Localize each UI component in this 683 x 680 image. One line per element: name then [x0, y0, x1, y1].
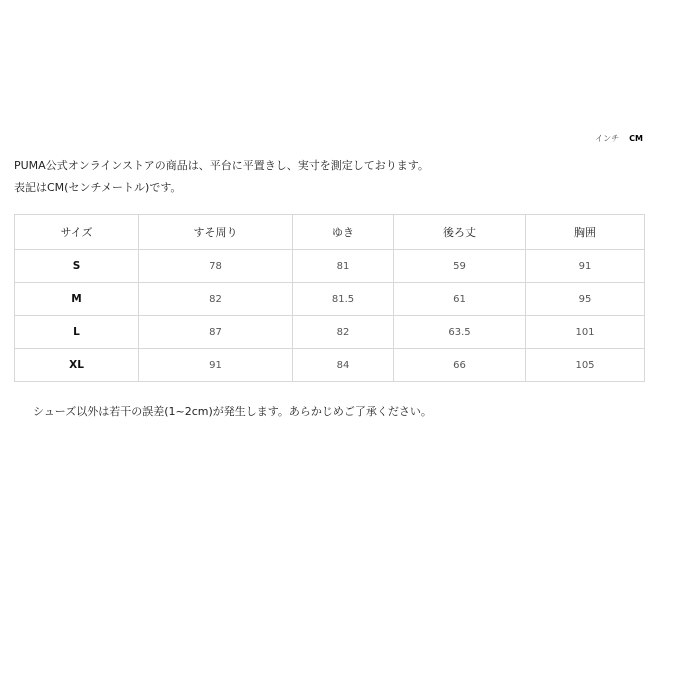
hem-cell: 78: [139, 250, 293, 283]
size-cell: L: [15, 316, 139, 349]
chest-cell: 105: [526, 349, 645, 382]
size-cell: M: [15, 283, 139, 316]
table-row: [15, 250, 645, 283]
header-sleeve: ゆき: [293, 215, 394, 250]
sleeve-cell: 82: [293, 316, 394, 349]
back-length-cell: 66: [394, 349, 526, 382]
unit-cm-option[interactable]: CM: [629, 134, 643, 143]
chest-cell: 101: [526, 316, 645, 349]
size-chart-table: [14, 214, 645, 382]
hem-cell: 82: [139, 283, 293, 316]
header-chest: 胸囲: [526, 215, 645, 250]
chest-cell: 95: [526, 283, 645, 316]
hem-cell: 91: [139, 349, 293, 382]
sleeve-cell: 84: [293, 349, 394, 382]
back-length-cell: 61: [394, 283, 526, 316]
table-row: [15, 316, 645, 349]
table-row: [15, 349, 645, 382]
back-length-cell: 59: [394, 250, 526, 283]
unit-inch-option[interactable]: インチ: [595, 134, 620, 143]
sleeve-cell: 81: [293, 250, 394, 283]
tolerance-footnote: シューズ以外は若干の誤差(1~2cm)が発生します。あらかじめご了承ください。: [33, 405, 432, 418]
sleeve-cell: 81.5: [293, 283, 394, 316]
header-back-length: 後ろ丈: [394, 215, 526, 250]
size-cell: S: [15, 250, 139, 283]
back-length-cell: 63.5: [394, 316, 526, 349]
unit-toggle: [595, 133, 643, 144]
unit-note: 表記はCM(センチメートル)です。: [14, 181, 182, 194]
header-size: サイズ: [15, 215, 139, 250]
measurement-note: PUMA公式オンラインストアの商品は、平台に平置きし、実寸を測定しております。: [14, 159, 429, 172]
hem-cell: 87: [139, 316, 293, 349]
table-row: [15, 283, 645, 316]
chest-cell: 91: [526, 250, 645, 283]
size-cell: XL: [15, 349, 139, 382]
header-hem: すそ周り: [139, 215, 293, 250]
table-header-row: [15, 215, 645, 250]
